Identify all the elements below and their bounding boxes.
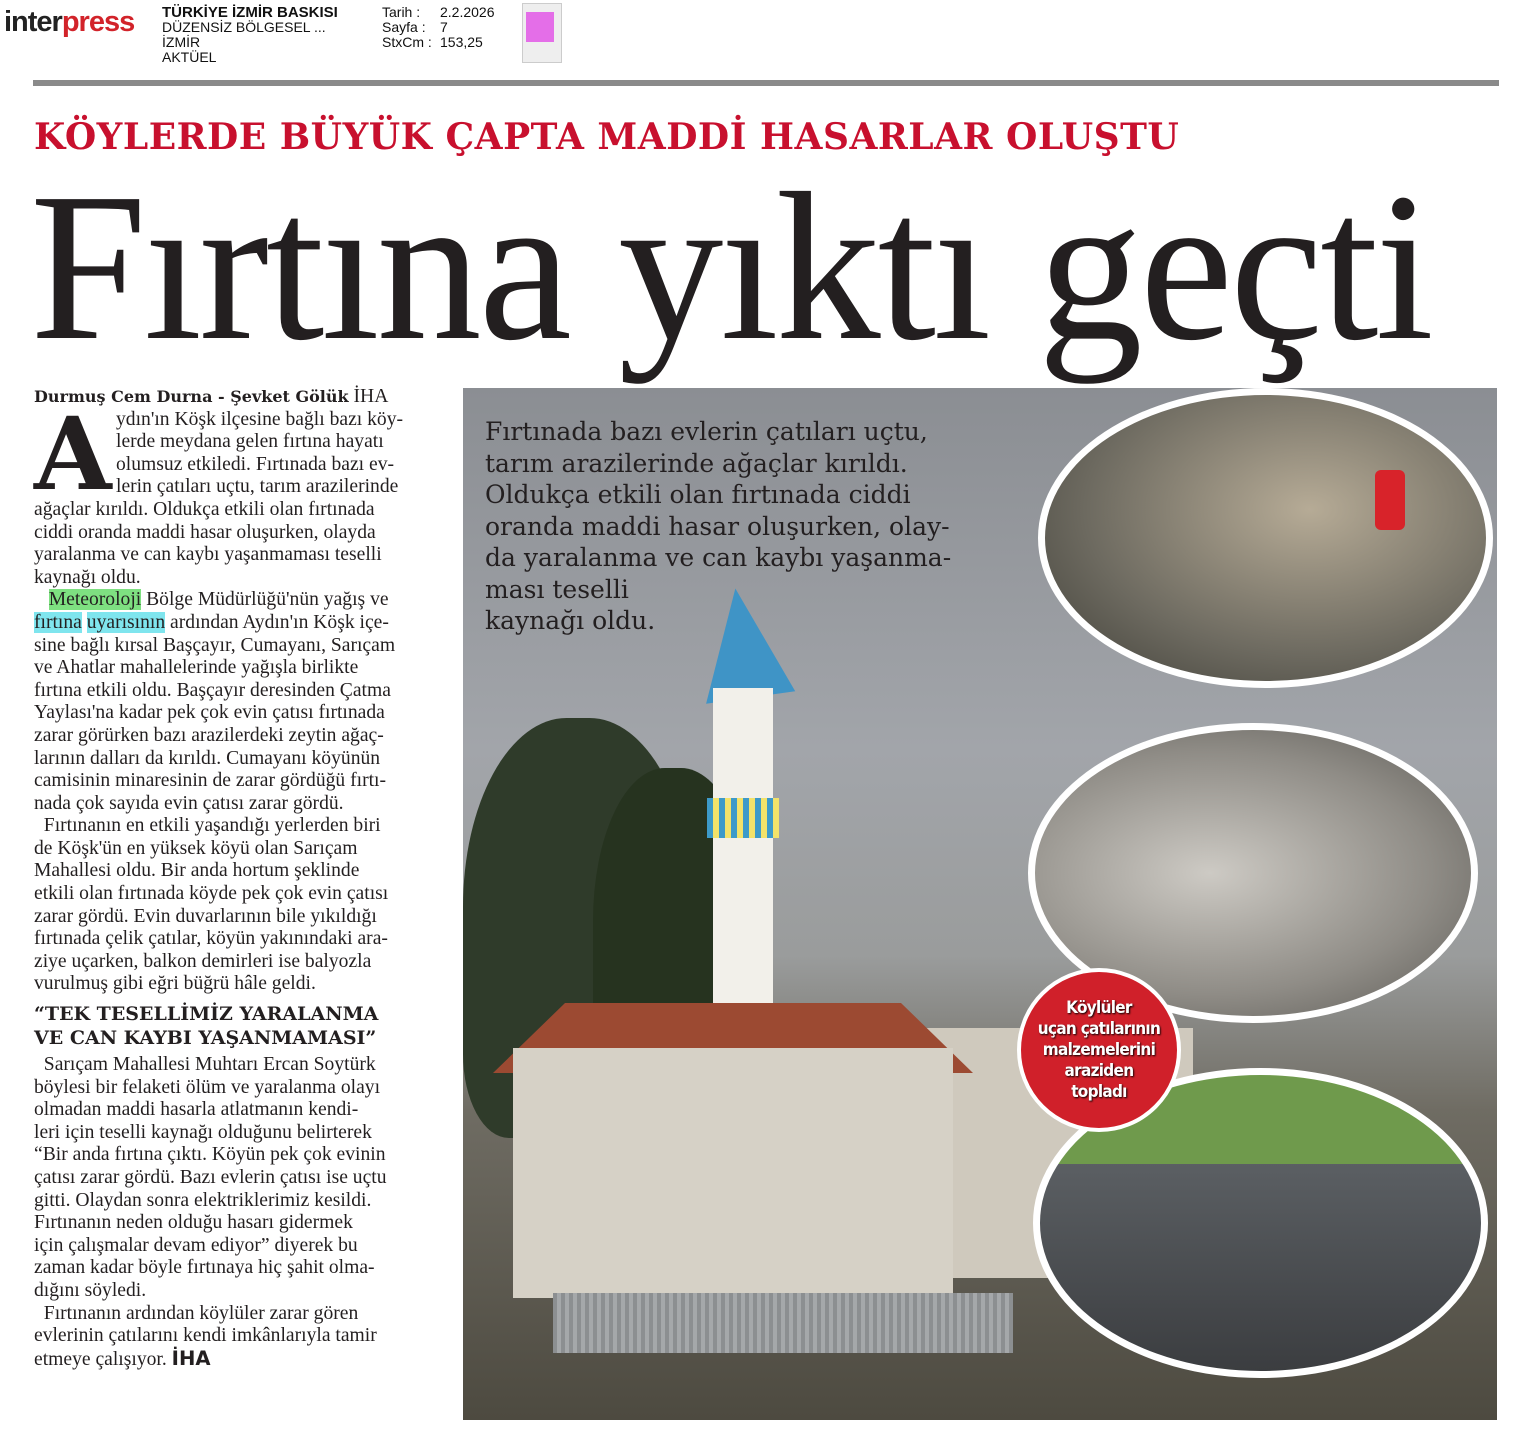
highlight-firtina: fırtına [34,611,82,633]
text-line: lerde meydana gelen fırtına hayatı [116,431,384,453]
text-line: lerin çatıları uçtu, tarım arazilerinde [116,476,399,498]
house [513,1048,953,1298]
text-line: kaynağı oldu. [485,606,656,635]
minaret-balcony [707,798,779,838]
text-line: Fırtınanın en etkili yaşandığı yerlerden biri [34,815,381,837]
thumbnail-highlight [526,12,554,42]
paragraph-4 [34,1054,442,1303]
text-line: de Köşk'ün en yüksek köyü olan Sarıçam [34,837,358,859]
clipping-info [382,5,495,50]
subheading [34,1002,442,1050]
text: Bölge Müdürlüğü'nün yağış ve [141,589,389,611]
paragraph-2-line-2 [34,612,442,635]
text-line: uçan çatılarının [1037,1018,1161,1039]
text-line: olmadan maddi hasarla atlatmanın kendi- [34,1099,359,1121]
text-line: çatısı zarar gördü. Bazı evlerin çatısı ise uçtu [34,1167,387,1189]
stxcm-label: StxCm : [382,34,432,50]
headline: Fırtına yıktı geçti [30,149,1431,384]
publication-city: İZMİR [162,34,201,50]
text: ardından Aydın'ın Köşk içe- [165,611,389,633]
publication-info [162,5,338,65]
page-thumbnail[interactable] [522,3,562,63]
date-value: 2.2.2026 [440,4,495,20]
text: etmeye çalışıyor. [34,1348,172,1370]
text-line: fırtına etkili oldu. Başçayır deresinden Çatma [34,679,391,701]
text-line: Fırtınanın neden olduğu hasarı gidermek [34,1212,353,1234]
text-line: Mahallesi oldu. Bir anda hortum şeklinde [34,860,360,882]
text-line: vurulmuş gibi eğri büğrü hâle geldi. [34,973,316,995]
page-label: Sayfa : [382,19,426,35]
text-line: ması teselli [485,574,629,604]
dropcap: A [34,394,112,513]
text-line: Sarıçam Mahallesi Muhtarı Ercan Soytürk [34,1054,376,1076]
highlight-uyarisinin: uyarısının [86,611,166,633]
signoff: İHA [171,1346,211,1370]
text-line: evlerinin çatılarını kendi imkânlarıyla tamir [34,1325,377,1347]
text-line: yaralanma ve can kaybı yaşanmaması teselli [34,544,382,566]
paragraph-2 [34,635,442,816]
text-line: Fırtınanın ardından köylüler zarar gören [34,1302,359,1324]
text-line: olumsuz etkiledi. Fırtınada bazı ev- [116,453,395,475]
text-line: gitti. Olaydan sonra elektriklerimiz kesildi. [34,1189,372,1211]
text-line: ziye uçarken, balkon demirleri ise balyozla [34,950,372,972]
text-line: “Bir anda fırtına çıktı. Köyün pek çok evinin [34,1144,386,1166]
text-line: topladı [1071,1081,1127,1102]
text-line: nada çok sayıda evin çatısı zarar gördü. [34,792,344,814]
text-line: fırtınada çelik çatılar, köyün yakınındaki ara- [34,928,388,950]
page-value: 7 [440,19,448,35]
text-line: araziden [1064,1060,1134,1081]
text-line: için çalışmalar devam ediyor” diyerek bu [34,1234,358,1256]
kicker: KÖYLERDE BÜYÜK ÇAPTA MADDİ HASARLAR OLUŞTU [34,116,1180,158]
text-line: camisinin minaresinin de zarar gördüğü fırtı- [34,770,387,792]
text-line: ve Ahatlar mahallelerinde yağışla birlikte [34,657,359,679]
paragraph-2-line-1 [34,589,442,612]
text-line: tarım arazilerinde ağaçlar kırıldı. [485,448,908,478]
interpress-logo: interpress [4,6,135,38]
main-photo-mosque [463,388,1497,1420]
stxcm-value: 153,25 [440,34,483,50]
byline-authors: Durmuş Cem Durna - Şevket Gölük [34,387,349,406]
text-line: ciddi oranda maddi hasar oluşurken, olayda [34,521,376,543]
minaret [713,688,773,1038]
text-line: Yaylası'na kadar pek çok evin çatısı fırtınada [34,702,385,724]
text-line: ydın'ın Köşk ilçesine bağlı bazı köy- [116,408,404,430]
header-divider [33,80,1499,86]
highlight-meteoroloji: Meteoroloji [48,589,142,611]
fence [553,1293,1013,1353]
date-label: Tarih : [382,4,421,20]
text-line: leri için teselli kaynağı olduğunu belirterek [34,1121,372,1143]
text-line: zarar gördü. Evin duvarlarının bile yıkıldığı [34,905,377,927]
subheading-line: VE CAN KAYBI YAŞANMAMASI” [34,1027,377,1050]
publication-type: DÜZENSİZ BÖLGESEL ... [162,19,326,35]
lead-paragraph [116,409,442,499]
text-line: Köylüler [1066,997,1132,1018]
text-line: kaynağı oldu. [34,566,141,588]
text-line: etkili olan fırtınada köyde pek çok evin çatısı [34,883,389,905]
text-line: sine bağlı kırsal Başçayır, Cumayanı, Sarıçam [34,634,396,656]
text-line: Fırtınada bazı evlerin çatıları uçtu, [485,417,928,446]
text-line: dığını söyledi. [34,1279,147,1301]
badge-text [1038,998,1160,1103]
paragraph-5 [34,1303,442,1348]
text-line: zarar görürken bazı arazilerdeki zeytin ağaç- [34,724,384,746]
text-line: malzemelerini [1042,1039,1156,1060]
text-line: oranda maddi hasar oluşurken, olay- [485,511,950,541]
byline-agency: İHA [353,386,389,407]
person [1375,470,1405,530]
text-line: Oldukça etkili olan fırtınada ciddi [485,480,911,509]
photo-caption [485,416,951,637]
paragraph-3 [34,815,442,996]
subheading-line: “TEK TESELLİMİZ YARALANMA [34,1003,379,1026]
text-line: larının dalları da kırıldı. Cumayanı köyünün [34,747,381,769]
text-line: ağaçlar kırıldı. Oldukça etkili olan fırtınada [34,498,375,520]
article-body [34,386,442,1370]
inset-photo-fallen-trees [1038,388,1493,688]
text-line: böylesi bir felaketi ölüm ve yaralanma olayı [34,1076,381,1098]
text-line: da yaralanma ve can kaybı yaşanma- [485,543,952,572]
publication-name: TÜRKİYE İZMİR BASKISI [162,4,338,21]
publication-section: AKTÜEL [162,49,217,65]
callout-badge [1017,968,1181,1132]
text-line: zaman kadar böyle fırtınaya hiç şahit olma- [34,1257,375,1279]
paragraph-5-last-line [34,1348,442,1371]
